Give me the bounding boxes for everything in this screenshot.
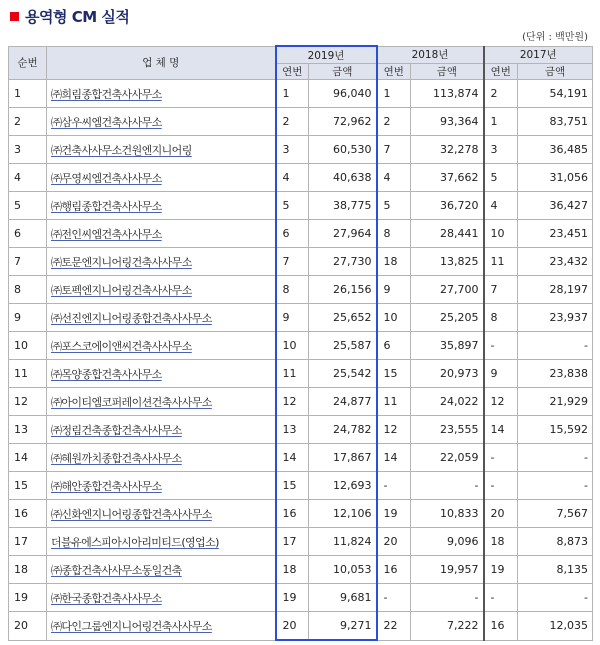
row-seq: 8 — [9, 276, 47, 304]
company-name-text: ㈜삼우씨엠건축사사무소 — [51, 115, 162, 129]
row-amount-2017: 36,485 — [518, 136, 593, 164]
row-company-name — [47, 332, 276, 360]
header-amount-2017: 금액 — [518, 64, 593, 80]
company-name-text: ㈜토펙엔지니어링건축사사무소 — [51, 283, 192, 297]
row-amount-2019: 11,824 — [309, 528, 377, 556]
table-row — [9, 276, 593, 304]
row-rank-2019: 19 — [276, 584, 309, 612]
row-seq: 5 — [9, 192, 47, 220]
row-amount-2017: 23,451 — [518, 220, 593, 248]
row-amount-2017: 54,191 — [518, 80, 593, 108]
row-rank-2018: 2 — [377, 108, 411, 136]
row-rank-2019: 14 — [276, 444, 309, 472]
row-rank-2019: 15 — [276, 472, 309, 500]
header-rank-2017: 연번 — [484, 64, 518, 80]
row-rank-2018: 5 — [377, 192, 411, 220]
row-amount-2018: 37,662 — [411, 164, 484, 192]
row-rank-2019: 9 — [276, 304, 309, 332]
row-rank-2017: 4 — [484, 192, 518, 220]
row-amount-2019: 25,652 — [309, 304, 377, 332]
row-amount-2018: - — [411, 472, 484, 500]
row-rank-2017: 5 — [484, 164, 518, 192]
table-row — [9, 388, 593, 416]
row-seq: 12 — [9, 388, 47, 416]
table-row — [9, 500, 593, 528]
row-rank-2018: 1 — [377, 80, 411, 108]
row-rank-2018: 18 — [377, 248, 411, 276]
company-name-text: ㈜종합건축사사무소동일건축 — [51, 563, 182, 577]
row-amount-2019: 25,587 — [309, 332, 377, 360]
row-rank-2018: 16 — [377, 556, 411, 584]
table-row — [9, 332, 593, 360]
row-amount-2018: 25,205 — [411, 304, 484, 332]
row-amount-2019: 9,681 — [309, 584, 377, 612]
row-rank-2019: 1 — [276, 80, 309, 108]
row-amount-2017: - — [518, 444, 593, 472]
row-rank-2018: - — [377, 472, 411, 500]
company-name-text: ㈜포스코에이앤씨건축사사무소 — [51, 339, 192, 353]
row-rank-2019: 12 — [276, 388, 309, 416]
row-amount-2017: 23,838 — [518, 360, 593, 388]
table-row — [9, 304, 593, 332]
row-company-name — [47, 164, 276, 192]
row-rank-2017: - — [484, 444, 518, 472]
row-amount-2018: 20,973 — [411, 360, 484, 388]
row-amount-2019: 24,877 — [309, 388, 377, 416]
row-rank-2019: 2 — [276, 108, 309, 136]
unit-note: (단위 : 백만원) — [522, 32, 588, 43]
row-company-name — [47, 80, 276, 108]
row-amount-2017: 28,197 — [518, 276, 593, 304]
row-amount-2017: 7,567 — [518, 500, 593, 528]
row-seq: 16 — [9, 500, 47, 528]
row-amount-2017: 23,937 — [518, 304, 593, 332]
row-rank-2017: 11 — [484, 248, 518, 276]
row-amount-2018: 22,059 — [411, 444, 484, 472]
row-rank-2017: 19 — [484, 556, 518, 584]
row-rank-2018: 8 — [377, 220, 411, 248]
row-amount-2019: 38,775 — [309, 192, 377, 220]
row-seq: 20 — [9, 612, 47, 641]
row-company-name — [47, 472, 276, 500]
row-amount-2017: 8,873 — [518, 528, 593, 556]
row-amount-2019: 25,542 — [309, 360, 377, 388]
row-amount-2018: 9,096 — [411, 528, 484, 556]
row-company-name — [47, 500, 276, 528]
company-name-text: 더블유에스피아시아리미티드(영업소) — [51, 535, 219, 549]
row-amount-2018: 19,957 — [411, 556, 484, 584]
row-amount-2019: 24,782 — [309, 416, 377, 444]
row-rank-2019: 8 — [276, 276, 309, 304]
header-company: 업 체 명 — [47, 46, 276, 80]
table-row — [9, 108, 593, 136]
row-rank-2017: 12 — [484, 388, 518, 416]
company-name-text: ㈜무영씨엠건축사사무소 — [51, 171, 162, 185]
row-amount-2018: 23,555 — [411, 416, 484, 444]
title-bullet-icon — [10, 12, 19, 21]
row-company-name — [47, 444, 276, 472]
row-seq: 18 — [9, 556, 47, 584]
row-amount-2017: 8,135 — [518, 556, 593, 584]
row-amount-2017: 23,432 — [518, 248, 593, 276]
row-company-name — [47, 136, 276, 164]
row-rank-2018: 11 — [377, 388, 411, 416]
row-rank-2017: - — [484, 472, 518, 500]
row-rank-2019: 6 — [276, 220, 309, 248]
row-seq: 1 — [9, 80, 47, 108]
row-seq: 3 — [9, 136, 47, 164]
page-title: 용역형 CM 실적 — [25, 7, 130, 26]
row-rank-2018: 10 — [377, 304, 411, 332]
row-amount-2019: 27,964 — [309, 220, 377, 248]
row-rank-2019: 3 — [276, 136, 309, 164]
row-rank-2019: 10 — [276, 332, 309, 360]
row-amount-2019: 26,156 — [309, 276, 377, 304]
row-amount-2018: 113,874 — [411, 80, 484, 108]
row-amount-2017: 21,929 — [518, 388, 593, 416]
table-row — [9, 584, 593, 612]
row-seq: 6 — [9, 220, 47, 248]
row-amount-2017: 15,592 — [518, 416, 593, 444]
company-name-text: ㈜한국종합건축사사무소 — [51, 591, 162, 605]
row-company-name — [47, 612, 276, 641]
company-name-text: ㈜토문엔지니어링건축사사무소 — [51, 255, 192, 269]
row-seq: 7 — [9, 248, 47, 276]
row-seq: 10 — [9, 332, 47, 360]
row-rank-2019: 4 — [276, 164, 309, 192]
row-rank-2017: 3 — [484, 136, 518, 164]
row-amount-2017: - — [518, 584, 593, 612]
table-row — [9, 360, 593, 388]
row-amount-2019: 27,730 — [309, 248, 377, 276]
row-company-name — [47, 556, 276, 584]
row-amount-2017: 31,056 — [518, 164, 593, 192]
row-seq: 4 — [9, 164, 47, 192]
row-amount-2018: 27,700 — [411, 276, 484, 304]
row-rank-2017: 7 — [484, 276, 518, 304]
row-amount-2017: 12,035 — [518, 612, 593, 641]
company-name-text: ㈜희림종합건축사사무소 — [51, 87, 162, 101]
row-rank-2019: 13 — [276, 416, 309, 444]
row-company-name — [47, 416, 276, 444]
row-amount-2019: 40,638 — [309, 164, 377, 192]
row-rank-2017: 10 — [484, 220, 518, 248]
row-rank-2017: 18 — [484, 528, 518, 556]
row-amount-2018: 28,441 — [411, 220, 484, 248]
table-row — [9, 192, 593, 220]
header-rank-2019: 연번 — [276, 64, 309, 80]
row-rank-2019: 20 — [276, 612, 309, 641]
row-company-name — [47, 192, 276, 220]
row-amount-2019: 72,962 — [309, 108, 377, 136]
table-row — [9, 612, 593, 641]
row-seq: 15 — [9, 472, 47, 500]
header-amount-2018: 금액 — [411, 64, 484, 80]
row-rank-2017: 1 — [484, 108, 518, 136]
row-rank-2018: 22 — [377, 612, 411, 641]
row-amount-2017: - — [518, 332, 593, 360]
row-rank-2017: 9 — [484, 360, 518, 388]
row-rank-2018: 19 — [377, 500, 411, 528]
row-company-name — [47, 388, 276, 416]
row-amount-2017: 83,751 — [518, 108, 593, 136]
row-amount-2018: 93,364 — [411, 108, 484, 136]
row-amount-2018: 36,720 — [411, 192, 484, 220]
row-seq: 17 — [9, 528, 47, 556]
row-company-name — [47, 220, 276, 248]
header-2019: 2019년 — [276, 46, 377, 64]
row-rank-2017: - — [484, 332, 518, 360]
title-row — [10, 6, 129, 26]
table-row — [9, 164, 593, 192]
row-company-name — [47, 248, 276, 276]
row-amount-2019: 9,271 — [309, 612, 377, 641]
row-rank-2017: 14 — [484, 416, 518, 444]
row-amount-2018: 13,825 — [411, 248, 484, 276]
row-amount-2017: 36,427 — [518, 192, 593, 220]
company-name-text: ㈜신화엔지니어링종합건축사사무소 — [51, 507, 212, 521]
row-rank-2017: 8 — [484, 304, 518, 332]
table-row — [9, 80, 593, 108]
row-rank-2018: 14 — [377, 444, 411, 472]
row-amount-2019: 12,106 — [309, 500, 377, 528]
row-amount-2018: 32,278 — [411, 136, 484, 164]
row-rank-2018: 7 — [377, 136, 411, 164]
header-rank-2018: 연번 — [377, 64, 411, 80]
header-amount-2019: 금액 — [309, 64, 377, 80]
row-amount-2019: 60,530 — [309, 136, 377, 164]
table-row — [9, 528, 593, 556]
company-name-text: ㈜목양종합건축사사무소 — [51, 367, 162, 381]
row-rank-2018: 20 — [377, 528, 411, 556]
row-amount-2019: 17,867 — [309, 444, 377, 472]
cm-performance-table — [8, 45, 593, 641]
company-name-text: ㈜정림건축종합건축사사무소 — [51, 423, 182, 437]
company-name-text: ㈜혜원까치종합건축사사무소 — [51, 451, 182, 465]
company-name-text: ㈜행림종합건축사사무소 — [51, 199, 162, 213]
row-amount-2019: 12,693 — [309, 472, 377, 500]
row-company-name — [47, 360, 276, 388]
company-name-text: ㈜해안종합건축사사무소 — [51, 479, 162, 493]
company-name-text: ㈜선진엔지니어링종합건축사사무소 — [51, 311, 212, 325]
row-company-name — [47, 584, 276, 612]
table-row — [9, 248, 593, 276]
row-seq: 14 — [9, 444, 47, 472]
row-seq: 19 — [9, 584, 47, 612]
row-rank-2017: 20 — [484, 500, 518, 528]
row-rank-2018: 15 — [377, 360, 411, 388]
row-amount-2017: - — [518, 472, 593, 500]
table-row — [9, 444, 593, 472]
row-seq: 13 — [9, 416, 47, 444]
row-amount-2018: - — [411, 584, 484, 612]
row-seq: 9 — [9, 304, 47, 332]
company-name-text: ㈜건축사사무소건원엔지니어링 — [51, 143, 192, 157]
company-name-text: ㈜다인그룹엔지니어링건축사사무소 — [51, 619, 212, 633]
table-row — [9, 416, 593, 444]
company-name-text: ㈜전인씨엠건축사사무소 — [51, 227, 162, 241]
row-seq: 2 — [9, 108, 47, 136]
row-rank-2019: 16 — [276, 500, 309, 528]
row-company-name — [47, 108, 276, 136]
row-amount-2018: 10,833 — [411, 500, 484, 528]
row-rank-2017: 2 — [484, 80, 518, 108]
row-amount-2018: 7,222 — [411, 612, 484, 641]
header-seq: 순번 — [9, 46, 47, 80]
company-name-text: ㈜아이티엠코퍼레이션건축사사무소 — [51, 395, 212, 409]
table-row — [9, 472, 593, 500]
row-company-name — [47, 276, 276, 304]
row-rank-2017: - — [484, 584, 518, 612]
row-rank-2019: 7 — [276, 248, 309, 276]
row-rank-2018: 12 — [377, 416, 411, 444]
header-2017: 2017년 — [484, 46, 593, 64]
table-row — [9, 220, 593, 248]
row-amount-2018: 24,022 — [411, 388, 484, 416]
row-rank-2018: 4 — [377, 164, 411, 192]
table-row — [9, 556, 593, 584]
row-company-name — [47, 304, 276, 332]
table-row — [9, 136, 593, 164]
row-rank-2018: 9 — [377, 276, 411, 304]
row-rank-2019: 18 — [276, 556, 309, 584]
row-company-name — [47, 528, 276, 556]
header-2018: 2018년 — [377, 46, 484, 64]
row-rank-2019: 17 — [276, 528, 309, 556]
row-rank-2018: 6 — [377, 332, 411, 360]
row-rank-2017: 16 — [484, 612, 518, 641]
row-rank-2018: - — [377, 584, 411, 612]
row-amount-2019: 96,040 — [309, 80, 377, 108]
row-seq: 11 — [9, 360, 47, 388]
row-rank-2019: 5 — [276, 192, 309, 220]
row-amount-2018: 35,897 — [411, 332, 484, 360]
row-rank-2019: 11 — [276, 360, 309, 388]
row-amount-2019: 10,053 — [309, 556, 377, 584]
